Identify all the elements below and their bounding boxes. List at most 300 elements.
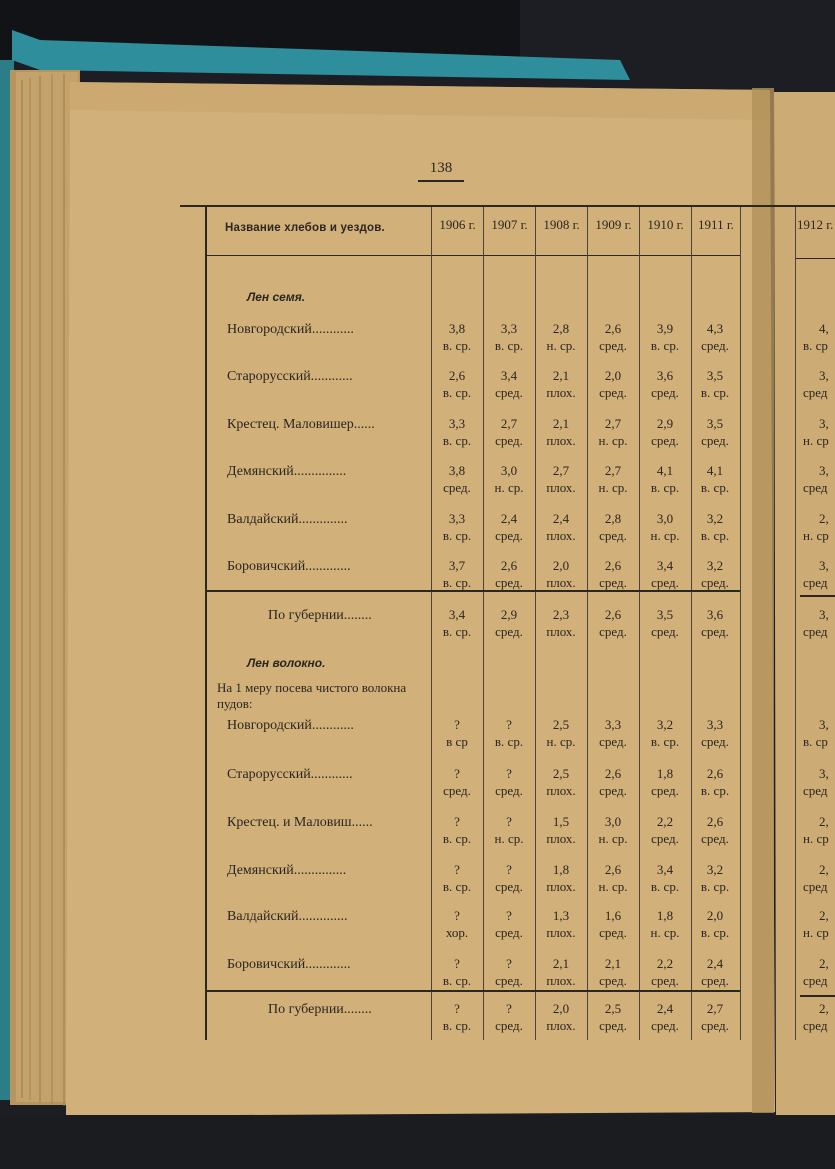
table-cell: [639, 907, 691, 941]
table-cell: [639, 813, 691, 847]
cell-quality: сред.: [443, 480, 471, 495]
cell-quality: сред.: [599, 783, 627, 798]
cell-quality: плох.: [546, 783, 576, 798]
cell-quality: сред.: [701, 338, 729, 353]
facing-page-cell: 3, сред: [803, 607, 829, 639]
table-cell: [535, 907, 587, 941]
cell-quality: сред.: [701, 624, 729, 639]
table-cell: [639, 606, 691, 640]
cell-value: 2,7: [500, 416, 518, 431]
table-cell: [689, 765, 741, 799]
cell-value: 1,5: [552, 814, 570, 829]
table-cell: [689, 861, 741, 895]
table-cell: [689, 813, 741, 847]
header-year-1912-facing: 1912 г.: [797, 217, 834, 232]
cell-value: 2,6: [604, 321, 622, 336]
cell-quality: плох.: [546, 879, 576, 894]
table-cell: [431, 907, 483, 941]
table-cell: [535, 510, 587, 544]
facing-page-cell: 3, сред: [803, 368, 829, 400]
table-cell: [431, 813, 483, 847]
section-title-flax-fiber: Лен волокно.: [247, 656, 326, 670]
table-cell: [431, 716, 483, 750]
table-cell: [689, 462, 741, 496]
table-cell: [689, 716, 741, 750]
table-cell: [535, 765, 587, 799]
cell-quality: н. ср.: [546, 338, 576, 353]
cell-quality: плох.: [546, 433, 576, 448]
cell-value: 3,2: [656, 717, 674, 732]
cell-value: 3,4: [448, 607, 466, 622]
facing-page-cell: 2, н. ср: [803, 908, 829, 940]
cell-value: 2,2: [656, 814, 674, 829]
table-cell: [587, 907, 639, 941]
cell-value: 3,4: [500, 368, 518, 383]
cell-value: 3,5: [706, 368, 724, 383]
cell-quality: в. ср.: [442, 879, 472, 894]
cell-value: 2,7: [552, 463, 570, 478]
cell-quality: в. ср.: [700, 783, 730, 798]
cell-quality: плох.: [546, 973, 576, 988]
cell-value: 1,8: [656, 766, 674, 781]
cell-value: 2,4: [656, 1001, 674, 1016]
district-row-label: Новгородский............: [227, 718, 354, 733]
table-cell: [431, 606, 483, 640]
table-cell: [483, 955, 535, 989]
cell-value: 2,6: [604, 862, 622, 877]
district-row-label: Демянский...............: [227, 464, 347, 479]
section-total-rule: [205, 990, 740, 992]
table-cell: [483, 557, 535, 591]
table-cell: [587, 320, 639, 354]
table-cell: [535, 716, 587, 750]
table-cell: [639, 320, 691, 354]
facing-page-cell: 4, в. ср: [803, 321, 829, 353]
cell-value: 2,7: [604, 463, 622, 478]
cell-value: 4,3: [706, 321, 724, 336]
facing-page-cell: 2, н. ср: [803, 511, 829, 543]
cell-value: ?: [506, 766, 512, 781]
cell-value: 2,6: [604, 766, 622, 781]
cell-value: 3,5: [706, 416, 724, 431]
table-cell: [431, 415, 483, 449]
cell-quality: н. ср.: [546, 734, 576, 749]
cell-quality: сред.: [495, 879, 523, 894]
table-cell: [483, 462, 535, 496]
header-bottom-rule-facing: [795, 258, 835, 259]
table-cell: [535, 606, 587, 640]
table-cell: [587, 716, 639, 750]
header-year-1911: 1911 г.: [698, 217, 734, 232]
cell-value: 1,6: [604, 908, 622, 923]
table-cell: [483, 716, 535, 750]
table-cell: [587, 606, 639, 640]
cell-quality: сред.: [495, 385, 523, 400]
cell-value: 2,6: [604, 607, 622, 622]
cell-quality: сред.: [651, 831, 679, 846]
cell-quality: в. ср.: [442, 528, 472, 543]
table-cell: [639, 1000, 691, 1034]
cell-value: 3,3: [500, 321, 518, 336]
header-year-1909: 1909 г.: [595, 217, 632, 232]
cell-quality: в. ср.: [494, 734, 524, 749]
cell-quality: в. ср.: [442, 338, 472, 353]
cell-quality: н. ср.: [598, 831, 628, 846]
cell-value: 2,1: [552, 368, 570, 383]
table-cell: [689, 510, 741, 544]
district-row-label: Боровичский.............: [227, 559, 351, 574]
table-cell: [689, 415, 741, 449]
table-cell: [587, 955, 639, 989]
cell-quality: сред.: [599, 973, 627, 988]
table-cell: [483, 606, 535, 640]
table-cell: [431, 955, 483, 989]
cell-value: 2,2: [656, 956, 674, 971]
table-cell: [587, 367, 639, 401]
cell-quality: плох.: [546, 624, 576, 639]
cell-value: 4,1: [656, 463, 674, 478]
cell-quality: сред.: [495, 624, 523, 639]
cell-quality: сред.: [701, 433, 729, 448]
table-cell: [639, 765, 691, 799]
table-cell: [431, 462, 483, 496]
cell-quality: сред.: [599, 575, 627, 590]
facing-page-cell: 3, в. ср: [803, 717, 829, 749]
header-bottom-rule: [205, 255, 740, 256]
table-cell: [483, 367, 535, 401]
cell-quality: в. ср.: [442, 575, 472, 590]
table-cell: [483, 320, 535, 354]
cell-value: 1,8: [552, 862, 570, 877]
table-cell: [483, 415, 535, 449]
cell-value: 2,0: [706, 908, 724, 923]
cell-quality: сред.: [651, 433, 679, 448]
cell-quality: в. ср.: [700, 385, 730, 400]
cell-quality: сред.: [651, 624, 679, 639]
cell-value: 2,6: [448, 368, 466, 383]
table-cell: [483, 813, 535, 847]
cell-quality: сред.: [495, 528, 523, 543]
header-year-1910: 1910 г.: [647, 217, 684, 232]
cell-value: 2,6: [706, 766, 724, 781]
table-cell: [689, 606, 741, 640]
cell-quality: плох.: [546, 385, 576, 400]
cell-value: 2,4: [500, 511, 518, 526]
cell-quality: сред.: [651, 973, 679, 988]
cell-value: 1,8: [656, 908, 674, 923]
cell-value: 3,2: [706, 862, 724, 877]
cell-quality: сред.: [599, 925, 627, 940]
table-cell: [639, 861, 691, 895]
table-cell: [535, 955, 587, 989]
table-cell: [587, 557, 639, 591]
table-cell: [587, 1000, 639, 1034]
district-row-label: Валдайский..............: [227, 512, 348, 527]
cell-quality: в. ср.: [650, 480, 680, 495]
table-cell: [639, 955, 691, 989]
cell-quality: сред.: [443, 783, 471, 798]
cell-quality: в. ср.: [442, 624, 472, 639]
cell-value: 2,7: [604, 416, 622, 431]
cell-value: 2,4: [706, 956, 724, 971]
cell-quality: сред.: [701, 973, 729, 988]
facing-page-cell: 3, н. ср: [803, 416, 829, 448]
cell-quality: в. ср.: [700, 528, 730, 543]
cell-value: ?: [506, 814, 512, 829]
district-row-label: Крестец. Маловишер......: [227, 417, 375, 432]
table-cell: [639, 716, 691, 750]
table-cell: [483, 907, 535, 941]
table-cell: [483, 1000, 535, 1034]
cell-value: 2,4: [552, 511, 570, 526]
district-row-label: Крестец. и Маловиш......: [227, 815, 373, 830]
cell-quality: плох.: [546, 575, 576, 590]
cell-value: 2,5: [604, 1001, 622, 1016]
cell-value: ?: [506, 956, 512, 971]
cell-quality: сред.: [701, 575, 729, 590]
table-cell: [535, 557, 587, 591]
table-cell: [587, 813, 639, 847]
table-cell: [639, 367, 691, 401]
facing-page-cell: 3, сред: [803, 558, 829, 590]
table-cell: [587, 861, 639, 895]
table-cell: [483, 765, 535, 799]
cell-quality: в. ср.: [494, 338, 524, 353]
table-cell: [689, 1000, 741, 1034]
table-cell: [639, 557, 691, 591]
cell-value: 2,1: [552, 956, 570, 971]
cell-value: 3,8: [448, 321, 466, 336]
cell-quality: сред.: [599, 528, 627, 543]
section-total-rule-facing: [800, 995, 835, 997]
cell-quality: в. ср.: [700, 925, 730, 940]
header-name-column: Название хлебов и уездов.: [225, 222, 385, 234]
cell-quality: сред.: [599, 734, 627, 749]
cell-quality: сред.: [651, 385, 679, 400]
district-row-label: Демянский...............: [227, 863, 347, 878]
cell-quality: сред.: [701, 734, 729, 749]
cell-quality: сред.: [651, 783, 679, 798]
cell-quality: в. ср.: [442, 1018, 472, 1033]
cell-quality: плох.: [546, 1018, 576, 1033]
table-cell: [431, 320, 483, 354]
table-cell: [431, 861, 483, 895]
header-year-1907: 1907 г.: [491, 217, 528, 232]
district-row-label: Новгородский............: [227, 322, 354, 337]
cell-quality: н. ср.: [598, 433, 628, 448]
cell-value: 2,7: [706, 1001, 724, 1016]
cell-value: 3,6: [706, 607, 724, 622]
cell-quality: н. ср.: [598, 480, 628, 495]
table-left-border: [205, 207, 207, 1040]
cell-value: 3,3: [706, 717, 724, 732]
cell-value: ?: [506, 862, 512, 877]
facing-page-cell: 2, н. ср: [803, 814, 829, 846]
cell-quality: в. ср.: [700, 480, 730, 495]
cell-quality: плох.: [546, 480, 576, 495]
cell-value: 3,3: [448, 416, 466, 431]
table-cell: [431, 367, 483, 401]
cell-value: ?: [454, 956, 460, 971]
table-cell: [587, 462, 639, 496]
facing-page-cell: 3, сред: [803, 463, 829, 495]
table-cell: [639, 462, 691, 496]
cell-quality: в. ср.: [442, 973, 472, 988]
cell-value: 4,1: [706, 463, 724, 478]
table-cell: [431, 765, 483, 799]
cell-value: 3,2: [706, 558, 724, 573]
cell-value: ?: [454, 717, 460, 732]
table-cell: [483, 510, 535, 544]
district-row-label: Боровичский.............: [227, 957, 351, 972]
cell-quality: хор.: [445, 925, 469, 940]
table-cell: [535, 861, 587, 895]
cell-value: 3,7: [448, 558, 466, 573]
cell-quality: сред.: [495, 973, 523, 988]
facing-page-cell: 2, сред: [803, 956, 829, 988]
table-cell: [689, 320, 741, 354]
table-cell: [535, 813, 587, 847]
cell-value: ?: [454, 908, 460, 923]
facing-page-cell: 2, сред: [803, 862, 829, 894]
table-cell: [639, 510, 691, 544]
cell-value: ?: [506, 717, 512, 732]
table-cell: [689, 367, 741, 401]
table-cell: [535, 367, 587, 401]
cell-value: 3,0: [500, 463, 518, 478]
cell-quality: плох.: [546, 831, 576, 846]
cell-quality: сред.: [495, 925, 523, 940]
cell-quality: сред.: [599, 1018, 627, 1033]
cell-value: 2,6: [706, 814, 724, 829]
cell-value: 3,4: [656, 558, 674, 573]
table-cell: [431, 557, 483, 591]
cell-quality: плох.: [546, 925, 576, 940]
cell-value: 2,0: [552, 1001, 570, 1016]
cell-value: 2,5: [552, 717, 570, 732]
district-row-label: Старорусский............: [227, 767, 353, 782]
facing-page-cell: 2, сред: [803, 1001, 829, 1033]
cell-value: 3,9: [656, 321, 674, 336]
table-cell: [535, 415, 587, 449]
cell-quality: в. ср.: [442, 385, 472, 400]
cell-value: ?: [454, 862, 460, 877]
district-row-label: Старорусский............: [227, 369, 353, 384]
cell-quality: сред.: [599, 624, 627, 639]
cell-value: 3,3: [604, 717, 622, 732]
cell-quality: сред.: [701, 1018, 729, 1033]
total-row-label: По губернии........: [268, 1002, 372, 1017]
cell-value: 3,6: [656, 368, 674, 383]
cell-quality: в. ср.: [650, 338, 680, 353]
cell-value: 2,3: [552, 607, 570, 622]
section-title-flax-seed: Лен семя.: [247, 290, 306, 304]
column-divider-facing: [795, 207, 796, 1040]
cell-value: ?: [506, 908, 512, 923]
cell-quality: н. ср.: [494, 831, 524, 846]
cell-quality: сред.: [599, 338, 627, 353]
cell-value: 3,3: [448, 511, 466, 526]
cell-quality: сред.: [651, 1018, 679, 1033]
cell-quality: в. ср.: [700, 879, 730, 894]
cell-quality: сред.: [495, 575, 523, 590]
cell-quality: н. ср.: [598, 879, 628, 894]
facing-page-cell: 3, сред: [803, 766, 829, 798]
cell-value: 2,1: [552, 416, 570, 431]
cell-value: 2,8: [552, 321, 570, 336]
cell-value: 2,1: [604, 956, 622, 971]
table-cell: [587, 415, 639, 449]
district-row-label: Валдайский..............: [227, 909, 348, 924]
table-top-rule: [180, 205, 835, 207]
cell-quality: н. ср.: [650, 925, 680, 940]
cell-quality: сред.: [495, 433, 523, 448]
table-cell: [587, 765, 639, 799]
table-cell: [483, 861, 535, 895]
cell-value: 2,0: [552, 558, 570, 573]
cell-quality: сред.: [495, 1018, 523, 1033]
table-cell: [689, 955, 741, 989]
total-row-label: По губернии........: [268, 608, 372, 623]
cell-value: ?: [454, 766, 460, 781]
cell-quality: в. ср.: [650, 879, 680, 894]
cell-quality: плох.: [546, 528, 576, 543]
cell-value: 2,6: [604, 558, 622, 573]
cell-quality: в. ср.: [650, 734, 680, 749]
cell-quality: сред.: [701, 831, 729, 846]
cell-value: 3,5: [656, 607, 674, 622]
cell-value: 3,0: [656, 511, 674, 526]
table-cell: [689, 907, 741, 941]
cell-value: 2,0: [604, 368, 622, 383]
table-cell: [535, 1000, 587, 1034]
cell-quality: н. ср.: [494, 480, 524, 495]
table-cell: [431, 1000, 483, 1034]
page-number: 138: [429, 160, 453, 176]
cell-value: 3,4: [656, 862, 674, 877]
cell-value: 2,9: [656, 416, 674, 431]
cell-value: 3,2: [706, 511, 724, 526]
cell-value: 1,3: [552, 908, 570, 923]
cell-quality: сред.: [599, 385, 627, 400]
section-total-rule-facing: [800, 595, 835, 597]
cell-value: ?: [454, 814, 460, 829]
table-cell: [639, 415, 691, 449]
cell-quality: н. ср.: [650, 528, 680, 543]
cell-quality: в. ср.: [442, 831, 472, 846]
cell-quality: в ср: [446, 734, 468, 749]
cell-value: ?: [454, 1001, 460, 1016]
section-note: На 1 меру посева чистого волокна пудов:: [217, 680, 407, 711]
header-year-1908: 1908 г.: [543, 217, 580, 232]
cell-quality: в. ср.: [442, 433, 472, 448]
cell-value: 2,6: [500, 558, 518, 573]
table-cell: [535, 320, 587, 354]
cell-value: 3,0: [604, 814, 622, 829]
cell-quality: сред.: [651, 575, 679, 590]
table-cell: [587, 510, 639, 544]
cell-value: 2,5: [552, 766, 570, 781]
section-total-rule: [205, 590, 740, 592]
table-cell: [689, 557, 741, 591]
cell-value: ?: [506, 1001, 512, 1016]
table-cell: [431, 510, 483, 544]
page-number-underline: [418, 180, 464, 182]
cell-value: 3,8: [448, 463, 466, 478]
cell-value: 2,8: [604, 511, 622, 526]
cell-value: 2,9: [500, 607, 518, 622]
table-cell: [535, 462, 587, 496]
